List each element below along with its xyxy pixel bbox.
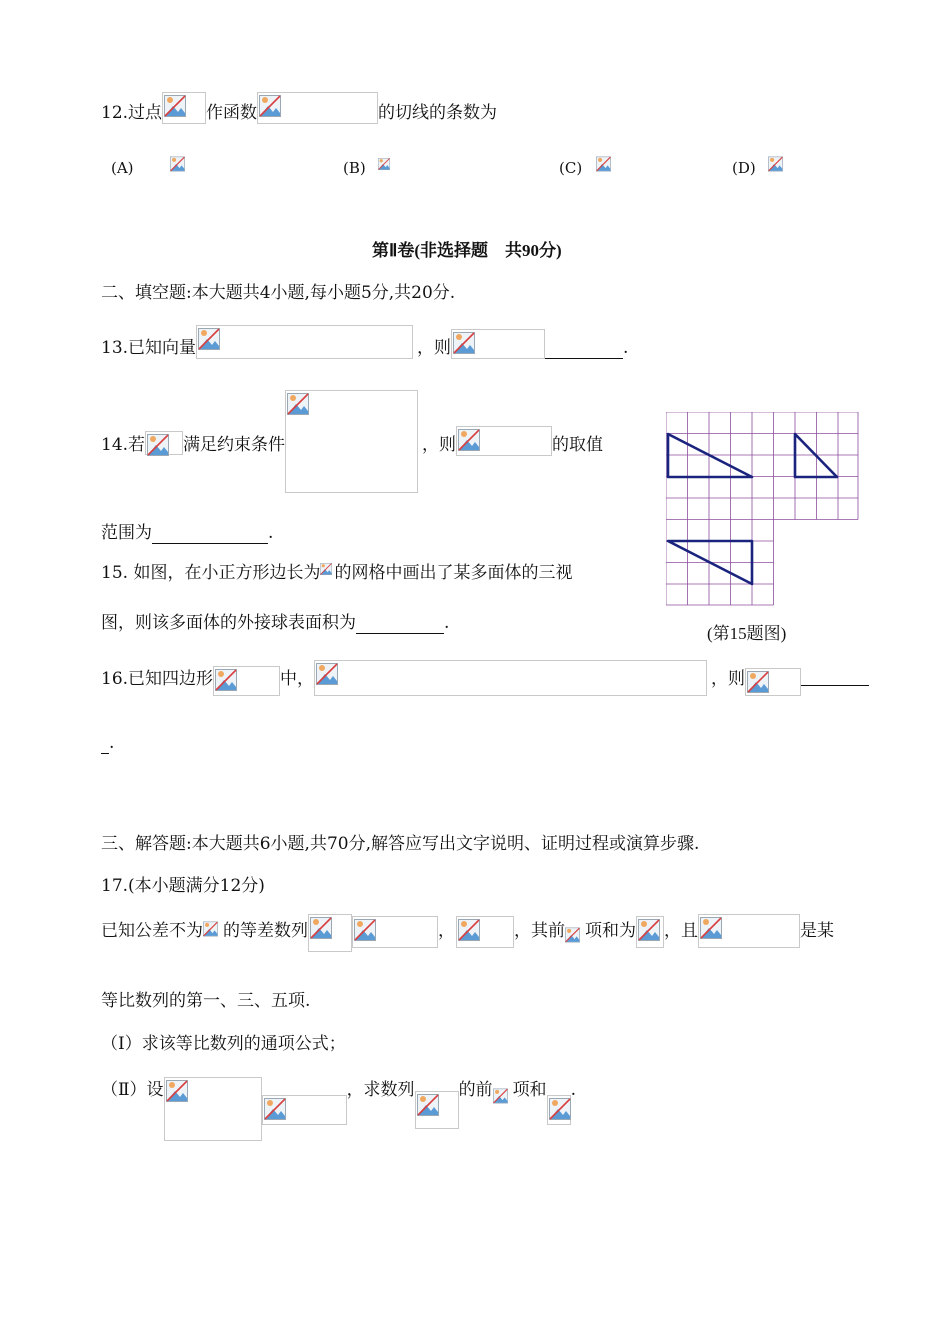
broken-image-icon [747, 671, 769, 693]
q17-part1: （Ⅰ）求该等比数列的通项公式； [101, 1034, 346, 1054]
three-view-figure [666, 412, 862, 608]
part2-title: 第Ⅱ卷(非选择题 共90分) [372, 241, 562, 260]
q14-line2-end: . [268, 523, 274, 543]
q17-text: 是某 [800, 921, 834, 941]
q14-mid2: ，则 [422, 435, 457, 455]
q17-text: （Ⅱ）设 [101, 1080, 164, 1100]
grid-lines [666, 412, 858, 605]
question-16 [101, 660, 869, 696]
broken-image-icon [700, 917, 722, 939]
broken-image-icon [316, 663, 338, 685]
q12-mid: 作函数 [206, 103, 258, 123]
q15-suffix: 的网格中画出了某多面体的三视 [334, 563, 573, 583]
q17-text: 项和为 [585, 921, 636, 941]
option-a [111, 155, 190, 179]
q14-mid1: 满足约束条件 [183, 435, 286, 455]
broken-image-icon [198, 328, 220, 350]
q17-text: ，其前 [514, 921, 565, 941]
question-15 [101, 560, 572, 584]
formula-image [745, 668, 801, 696]
formula-image [320, 560, 334, 584]
formula-image [456, 916, 514, 948]
broken-image-icon [215, 669, 237, 691]
formula-image [213, 666, 280, 696]
broken-image-icon [378, 155, 390, 173]
broken-image-icon [166, 1080, 188, 1102]
q17-text: 项和 [512, 1080, 547, 1100]
formula-image [768, 155, 788, 179]
q17-text: 的前 [458, 1080, 493, 1100]
figure-caption: (第15题图) [707, 624, 787, 643]
formula-image [164, 1077, 262, 1141]
formula-image [145, 431, 183, 455]
q17-text: . [570, 1080, 576, 1100]
fill-section-heading: 二、填空题:本大题共4小题,每小题5分,共20分. [101, 283, 456, 303]
q17-line1 [101, 914, 834, 952]
broken-image-icon [493, 1087, 508, 1105]
formula-image [170, 155, 190, 179]
broken-image-icon [287, 393, 309, 415]
q17-part2 [101, 1077, 576, 1141]
q12-prefix: 12.过点 [101, 103, 163, 123]
broken-image-icon [458, 919, 480, 941]
q13-suffix: . [623, 338, 629, 358]
option-d [732, 155, 788, 179]
formula-image [493, 1087, 513, 1107]
q15-line2: 图，则该多面体的外接球表面积为 [101, 613, 356, 633]
q14-line2: 范围为 [101, 523, 152, 543]
q16-prefix: 16.已知四边形 [101, 669, 214, 689]
option-label: (A) [111, 159, 134, 177]
formula-image [262, 1095, 347, 1125]
broken-image-icon [170, 155, 185, 173]
broken-image-icon [164, 95, 186, 117]
question-14 [101, 390, 603, 493]
broken-image-icon [549, 1098, 571, 1120]
broken-image-icon [310, 917, 332, 939]
q15-prefix: 15. 如图，在小正方形边长为 [101, 563, 321, 583]
q14-prefix: 14.若 [101, 435, 146, 455]
q12-suffix: 的切线的条数为 [378, 103, 498, 123]
answer-blank [152, 525, 268, 544]
view-outlines [668, 434, 837, 584]
formula-image [415, 1091, 459, 1129]
q17-text: ，求数列 [346, 1080, 415, 1100]
broken-image-icon [203, 920, 218, 938]
option-b [343, 155, 394, 179]
q17-title: 17.(本小题满分12分) [101, 876, 265, 896]
q13-mid: ，则 [417, 338, 452, 358]
q14-suffix: 的取值 [552, 435, 604, 455]
broken-image-icon [596, 155, 611, 173]
broken-image-icon [453, 332, 475, 354]
formula-image [257, 92, 378, 124]
q16-line2: . [109, 733, 115, 753]
answer-blank [801, 667, 869, 686]
broken-image-icon [638, 919, 660, 941]
formula-image [547, 1095, 571, 1125]
broken-image-icon [768, 155, 783, 173]
question-14-line2 [101, 522, 273, 544]
answer-blank [356, 615, 444, 634]
broken-image-icon [320, 560, 332, 578]
option-label: (C) [559, 159, 583, 177]
broken-image-icon [417, 1094, 439, 1116]
q15-line2-end: . [444, 613, 450, 633]
q17-text: 的等差数列 [223, 921, 308, 941]
q16-mid1: 中， [280, 669, 315, 689]
broken-image-icon [565, 926, 580, 944]
question-13 [101, 325, 628, 359]
broken-image-icon [147, 434, 169, 456]
q17-text: ，且 [664, 921, 698, 941]
q17-text: 已知公差不为 [101, 921, 203, 941]
q17-text: ， [438, 921, 455, 941]
formula-image [565, 926, 585, 946]
option-label: (B) [343, 159, 366, 177]
question-16-line2 [101, 732, 114, 754]
formula-image [352, 916, 438, 948]
option-c [559, 155, 616, 179]
formula-image [308, 914, 352, 952]
formula-image [203, 920, 223, 946]
formula-image [378, 155, 394, 179]
broken-image-icon [264, 1098, 286, 1120]
formula-image [314, 660, 707, 696]
broken-image-icon [354, 919, 376, 941]
formula-image [285, 390, 418, 493]
formula-image [456, 426, 552, 456]
front-view [668, 434, 752, 477]
broken-image-icon [259, 95, 281, 117]
answer-blank [101, 735, 109, 754]
formula-image [451, 329, 545, 359]
formula-image [636, 916, 664, 948]
question-12 [101, 92, 497, 124]
option-label: (D) [732, 159, 756, 177]
side-view [795, 434, 837, 477]
answer-blank [545, 340, 623, 359]
broken-image-icon [458, 429, 480, 451]
q16-mid2: ，则 [711, 669, 746, 689]
formula-image [698, 914, 800, 948]
formula-image [596, 155, 616, 179]
q17-line2: 等比数列的第一、三、五项. [101, 991, 311, 1011]
solve-section-heading: 三、解答题:本大题共6小题,共70分,解答应写出文字说明、证明过程或演算步骤. [101, 834, 700, 854]
formula-image [162, 92, 206, 124]
question-15-line2 [101, 612, 449, 634]
formula-image [196, 325, 413, 359]
q13-prefix: 13.已知向量 [101, 338, 197, 358]
